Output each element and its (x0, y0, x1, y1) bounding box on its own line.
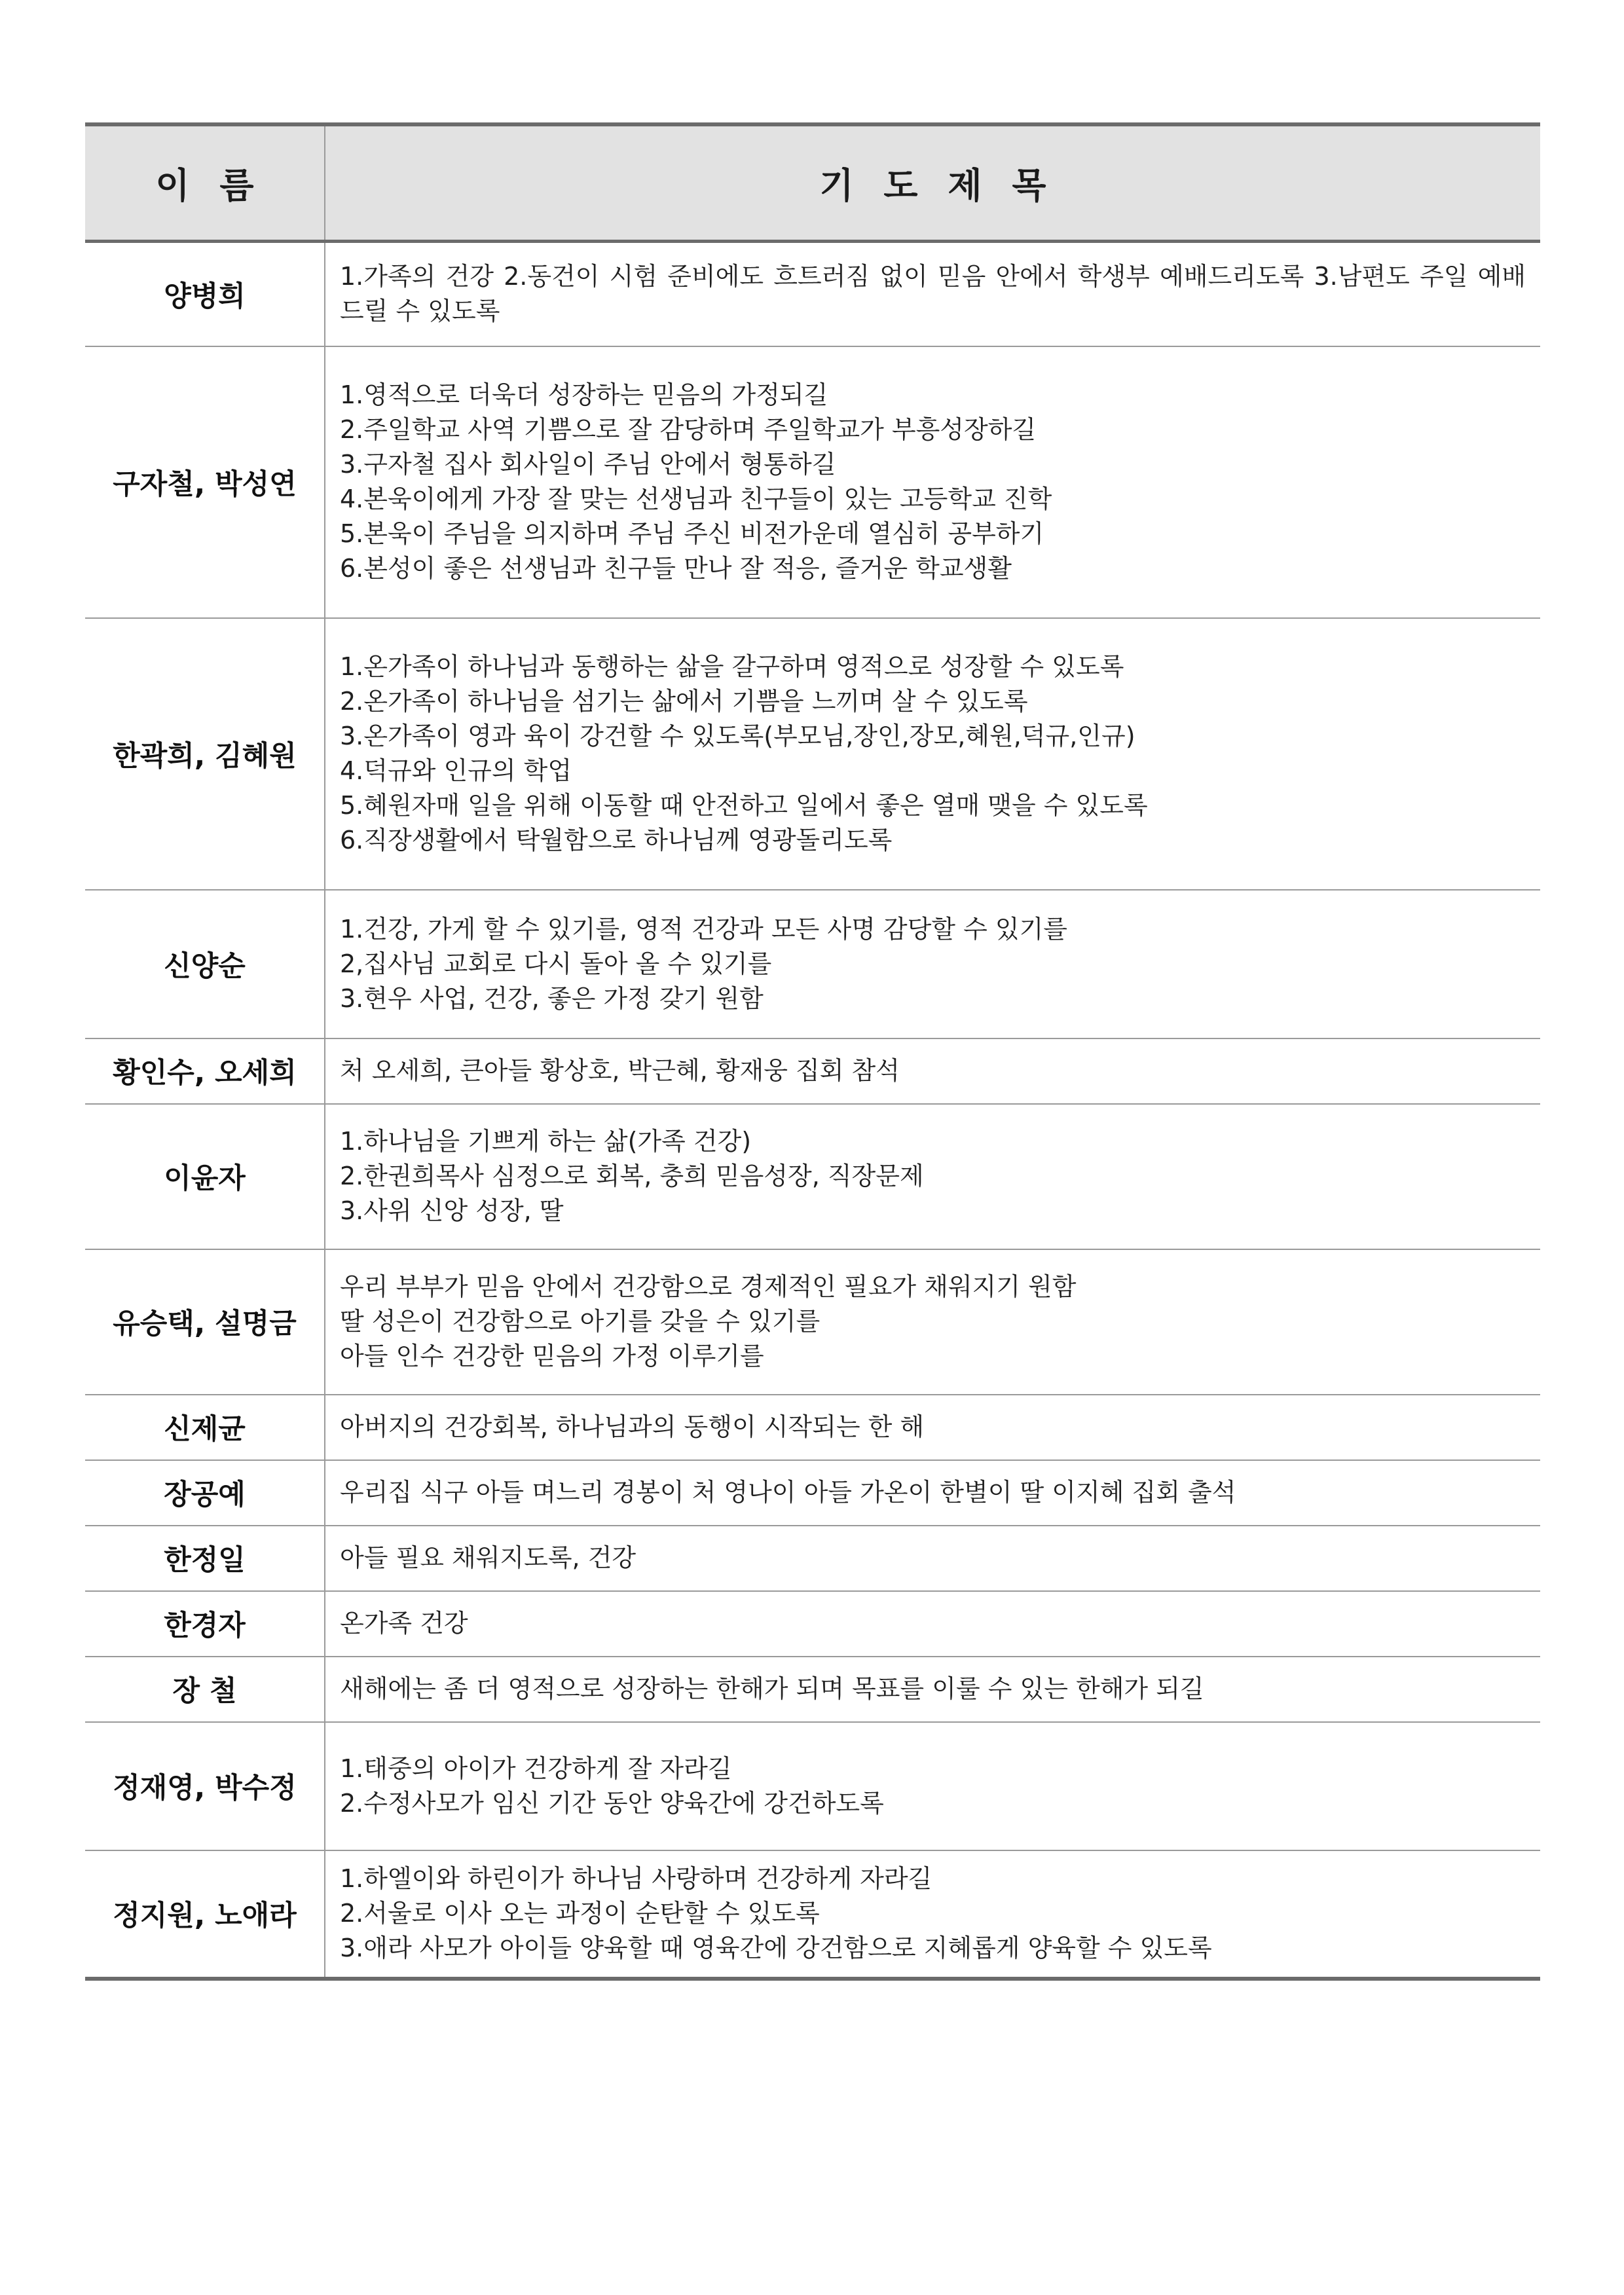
prayer-line: 6.직장생활에서 탁월함으로 하나님께 영광돌리도록 (340, 826, 893, 854)
table-header-row (85, 124, 1540, 242)
table-row (85, 890, 1540, 1038)
prayer-cell (325, 1526, 1540, 1591)
table-row (85, 346, 1540, 618)
prayer-table (85, 122, 1540, 1981)
name-cell: 한곽희, 김혜원 (85, 618, 325, 890)
prayer-line: 온가족 건강 (340, 1609, 468, 1638)
prayer-cell (325, 1460, 1540, 1526)
prayer-cell (325, 1657, 1540, 1722)
prayer-line: 2,집사님 교회로 다시 돌아 올 수 있기를 (340, 949, 772, 978)
prayer-line: 5.혜원자매 일을 위해 이동할 때 안전하고 일에서 좋은 열매 맺을 수 있도록 (340, 791, 1148, 820)
prayer-line: 4.본욱이에게 가장 잘 맞는 선생님과 친구들이 있는 고등학교 진학 (340, 485, 1052, 513)
name-cell: 유승택, 설명금 (85, 1249, 325, 1395)
name-cell: 정재영, 박수정 (85, 1722, 325, 1850)
name-cell: 한경자 (85, 1591, 325, 1657)
name-cell: 장공예 (85, 1460, 325, 1526)
table-row (85, 1850, 1540, 1979)
table-row (85, 1104, 1540, 1249)
name-cell: 구자철, 박성연 (85, 346, 325, 618)
prayer-line: 우리집 식구 아들 며느리 경봉이 처 영나이 아들 가온이 한별이 딸 이지혜 집회 출석 (340, 1478, 1236, 1507)
table-row (85, 1657, 1540, 1722)
prayer-column-header: 기 도 제 목 (325, 124, 1540, 242)
table-row (85, 1038, 1540, 1104)
table-row (85, 1591, 1540, 1657)
prayer-cell (325, 1104, 1540, 1249)
table-row (85, 1395, 1540, 1460)
table-row (85, 1249, 1540, 1395)
prayer-line: 1.하엘이와 하린이가 하나님 사랑하며 건강하게 자라길 (340, 1864, 932, 1893)
prayer-line: 처 오세희, 큰아들 황상호, 박근혜, 황재웅 집회 참석 (340, 1056, 900, 1085)
prayer-line: 2.온가족이 하나님을 섬기는 삶에서 기쁨을 느끼며 살 수 있도록 (340, 687, 1028, 716)
name-cell: 신제균 (85, 1395, 325, 1460)
page (85, 122, 1540, 1981)
prayer-cell (325, 618, 1540, 890)
name-cell: 정지원, 노애라 (85, 1850, 325, 1979)
table-row (85, 618, 1540, 890)
prayer-line: 1.하나님을 기쁘게 하는 삶(가족 건강) (340, 1127, 752, 1156)
name-cell: 이윤자 (85, 1104, 325, 1249)
prayer-line: 2.한권희목사 심정으로 회복, 충희 믿음성장, 직장문제 (340, 1162, 924, 1190)
prayer-line: 3.온가족이 영과 육이 강건할 수 있도록(부모님,장인,장모,혜원,덕규,인규) (340, 722, 1135, 750)
name-column-header: 이 름 (85, 124, 325, 242)
prayer-line: 아버지의 건강회복, 하나님과의 동행이 시작되는 한 해 (340, 1412, 925, 1441)
table-row (85, 1722, 1540, 1850)
name-cell: 장 철 (85, 1657, 325, 1722)
prayer-line: 아들 필요 채워지도록, 건강 (340, 1543, 637, 1572)
prayer-cell (325, 890, 1540, 1038)
prayer-cell (325, 242, 1540, 346)
prayer-cell (325, 1850, 1540, 1979)
prayer-cell (325, 1395, 1540, 1460)
prayer-line: 2.수정사모가 임신 기간 동안 양육간에 강건하도록 (340, 1788, 884, 1818)
prayer-line: 6.본성이 좋은 선생님과 친구들 만나 잘 적응, 즐거운 학교생활 (340, 554, 1012, 583)
name-cell: 황인수, 오세희 (85, 1038, 325, 1104)
name-cell: 한정일 (85, 1526, 325, 1591)
prayer-line: 2.주일학교 사역 기쁨으로 잘 감당하며 주일학교가 부흥성장하길 (340, 415, 1037, 444)
name-cell: 양병희 (85, 242, 325, 346)
prayer-cell (325, 1249, 1540, 1395)
prayer-cell (325, 1591, 1540, 1657)
name-cell: 신양순 (85, 890, 325, 1038)
prayer-cell (325, 1722, 1540, 1850)
prayer-line: 2.서울로 이사 오는 과정이 순탄할 수 있도록 (340, 1899, 820, 1928)
prayer-line: 새해에는 좀 더 영적으로 성장하는 한해가 되며 목표를 이룰 수 있는 한해가 되길 (340, 1674, 1204, 1703)
prayer-line: 1.건강, 가게 할 수 있기를, 영적 건강과 모든 사명 감당할 수 있기를 (340, 914, 1067, 944)
prayer-line: 우리 부부가 믿음 안에서 건강함으로 경제적인 필요가 채워지기 원함 (340, 1272, 1077, 1301)
prayer-line: 3.애라 사모가 아이들 양육할 때 영육간에 강건함으로 지혜롭게 양육할 수 있도록 (340, 1934, 1212, 1962)
prayer-line: 딸 성은이 건강함으로 아기를 갖을 수 있기를 (340, 1307, 821, 1336)
prayer-line: 4.덕규와 인규의 학업 (340, 756, 572, 785)
prayer-line: 1.영적으로 더욱더 성장하는 믿음의 가정되길 (340, 380, 828, 409)
prayer-line: 1.태중의 아이가 건강하게 잘 자라길 (340, 1753, 732, 1783)
table-row (85, 242, 1540, 346)
prayer-cell (325, 346, 1540, 618)
prayer-line: 1.온가족이 하나님과 동행하는 삶을 갈구하며 영적으로 성장할 수 있도록 (340, 652, 1124, 681)
prayer-line: 3.현우 사업, 건강, 좋은 가정 갖기 원함 (340, 983, 764, 1013)
prayer-line: 3.구자철 집사 회사일이 주님 안에서 형통하길 (340, 450, 836, 479)
table-body (85, 242, 1540, 1979)
table-row (85, 1526, 1540, 1591)
prayer-line: 아들 인수 건강한 믿음의 가정 이루기를 (340, 1342, 764, 1370)
prayer-line: 3.사위 신앙 성장, 딸 (340, 1196, 564, 1225)
prayer-line: 1.가족의 건강 2.동건이 시험 준비에도 흐트러짐 없이 믿음 안에서 학생부 예배드리도록 3.남편도 주일 예배 드릴 수 있도록 (340, 262, 1526, 326)
prayer-cell (325, 1038, 1540, 1104)
table-row (85, 1460, 1540, 1526)
prayer-line: 5.본욱이 주님을 의지하며 주님 주신 비전가운데 열심히 공부하기 (340, 519, 1044, 548)
